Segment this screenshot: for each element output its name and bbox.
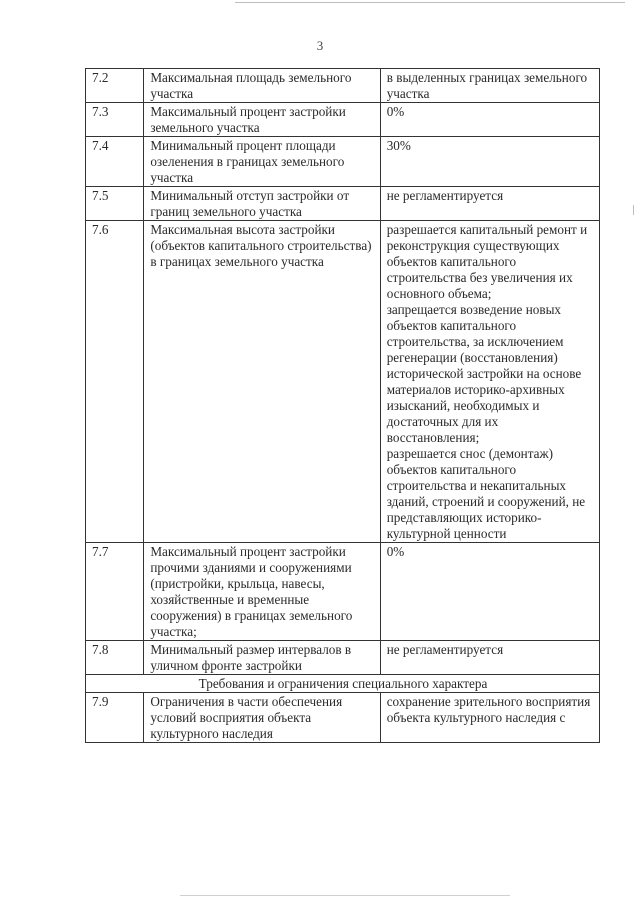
section-row — [86, 675, 600, 693]
parameter-name: Минимальный размер интервалов в уличном фронте застройки — [144, 641, 380, 675]
parameter-name: Минимальный процент площади озеленения в границах земельного участка — [144, 137, 380, 187]
parameter-value — [380, 187, 599, 221]
table-row — [86, 543, 600, 641]
rows-before-section — [86, 69, 600, 675]
value-paragraph: разрешается снос (демонтаж) объектов капитального строительства и некапитальных зданий, строений и сооружений, не представляющих историко-культурной ценности — [386, 446, 586, 541]
value-paragraph: в выделенных границах земельного участка — [386, 70, 588, 101]
table-row — [86, 641, 600, 675]
row-number: 7.2 — [86, 69, 144, 103]
table-row — [86, 69, 600, 103]
parameter-value — [380, 221, 599, 543]
rows-after-section — [86, 693, 600, 743]
parameter-value — [380, 543, 599, 641]
parameter-value — [380, 693, 599, 743]
parameter-value — [380, 103, 599, 137]
value-paragraph: 0% — [386, 544, 405, 559]
value-paragraph: сохранение зрительного восприятия объекта культурного наследия с — [386, 694, 591, 725]
row-number: 7.6 — [86, 221, 144, 543]
row-number: 7.7 — [86, 543, 144, 641]
row-number: 7.9 — [86, 693, 144, 743]
value-paragraph: запрещается возведение новых объектов капитального строительства, за исключением регенерации (восстановления) исторической застройки на основе материалов историко-архивных изысканий, необходимых и достаточных для их восстановления; — [386, 302, 582, 445]
parameter-name: Максимальная высота застройки (объектов капитального строительства) в границах земельного участка — [144, 221, 380, 543]
row-number: 7.4 — [86, 137, 144, 187]
table-row — [86, 221, 600, 543]
value-paragraph: не регламентируется — [386, 642, 504, 657]
value-paragraph: 30% — [386, 138, 411, 153]
parameter-name: Максимальный процент застройки прочими зданиями и сооружениями (пристройки, крыльца, навесы, хозяйственные и временные сооружения) в границах земельного участка; — [144, 543, 380, 641]
section-heading: Требования и ограничения специального характера — [86, 675, 600, 693]
scan-artifact-top — [235, 2, 625, 3]
parameter-value — [380, 69, 599, 103]
table-row — [86, 137, 600, 187]
parameter-name: Минимальный отступ застройки от границ земельного участка — [144, 187, 380, 221]
row-number: 7.8 — [86, 641, 144, 675]
scan-artifact-right — [633, 205, 634, 215]
parameter-value — [380, 641, 599, 675]
value-paragraph: 0% — [386, 104, 405, 119]
parameter-name: Ограничения в части обеспечения условий восприятия объекта культурного наследия — [144, 693, 380, 743]
table-row — [86, 187, 600, 221]
parameter-value — [380, 137, 599, 187]
row-number: 7.5 — [86, 187, 144, 221]
page-number: 3 — [316, 38, 324, 53]
parameter-name: Максимальный процент застройки земельного участка — [144, 103, 380, 137]
row-number: 7.3 — [86, 103, 144, 137]
value-paragraph: не регламентируется — [386, 188, 504, 203]
table-row — [86, 693, 600, 743]
table-row — [86, 103, 600, 137]
value-paragraph: разрешается капитальный ремонт и реконструкция существующих объектов капитального строительства без увеличения их основного объема; — [386, 222, 588, 301]
scan-artifact-bottom — [180, 895, 510, 896]
regulation-table — [85, 68, 600, 743]
parameter-name: Максимальная площадь земельного участка — [144, 69, 380, 103]
